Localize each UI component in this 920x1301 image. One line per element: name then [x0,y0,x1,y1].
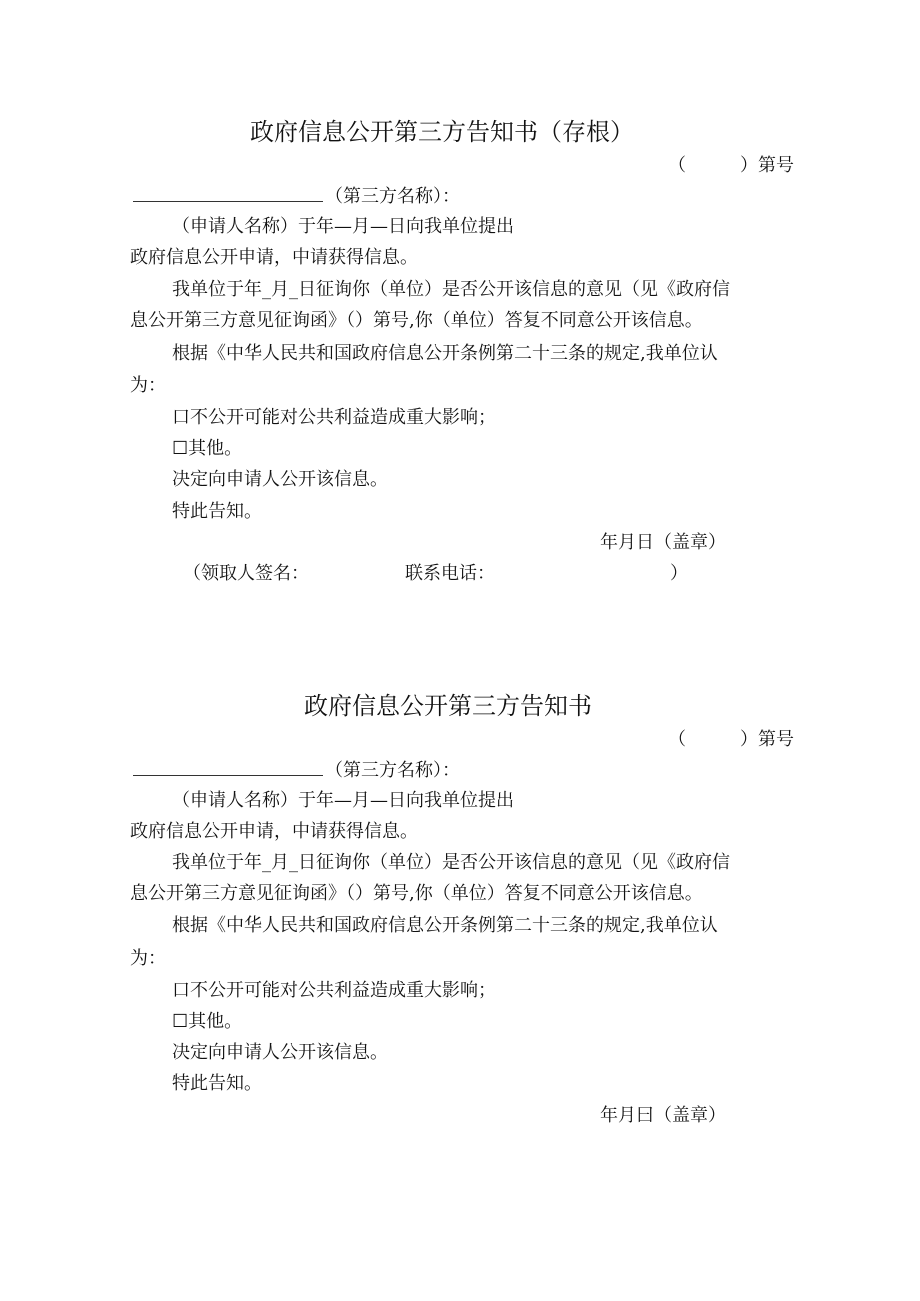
notice-decision-line: 决定向申请人公开该信息。 [172,1042,388,1063]
stub-basis-line-1: 根据《中华人民共和国政府信息公开条例第二十三条的规定,我单位认 [172,343,718,364]
stub-consult-line-2: 息公开第三方意见征询函》（）第号,你（单位）答复不同意公开该信息。 [130,310,703,331]
notice-option-2: ☐其他。 [172,1011,243,1032]
stub-title: 政府信息公开第三方告知书（存根） [250,118,634,146]
stub-receiver-sign: （领取人签名： [183,563,309,584]
notice-notice-line: 特此告知。 [172,1073,262,1094]
stub-close-paren: ） [670,563,688,584]
notice-basis-line-2: 为： [130,948,166,969]
stub-phone-label: 联系电话： [405,563,495,584]
notice-consult-line-2: 息公开第三方意见征询函》（）第号,你（单位）答复不同意公开该信息。 [130,883,703,904]
stub-option-1: 口不公开可能对公共利益造成重大影响； [172,407,496,428]
stub-consult-line-1: 我单位于年_月_日征询你（单位）是否公开该信息的意见（见《政府信 [172,279,730,300]
stub-applicant-line: （申请人名称）于年—月—日向我单位提出 [172,216,514,237]
notice-number-line: （ ）第号 [668,729,794,750]
notice-third-party-line [133,761,460,780]
stub-decision-line: 决定向申请人公开该信息。 [172,469,388,490]
notice-title: 政府信息公开第三方告知书 [304,692,592,720]
third-party-label: （第三方名称）： [325,186,460,207]
notice-request-line: 政府信息公开申请，中请获得信息。 [130,821,418,842]
third-party-label: （第三方名称）： [325,760,460,781]
stub-third-party-line [133,187,460,206]
notice-option-1: 口不公开可能对公共利益造成重大影响； [172,980,496,1001]
stub-number-line: （ ）第号 [668,155,794,176]
stub-notice-line: 特此告知。 [172,501,262,522]
notice-date-seal: 年月曰（盖章） [600,1105,726,1126]
stub-basis-line-2: 为： [130,375,166,396]
blank-underline [133,761,323,776]
blank-underline [133,187,323,202]
notice-applicant-line: （申请人名称）于年—月—日向我单位提出 [172,790,514,811]
stub-option-2: ☐其他。 [172,438,243,459]
stub-request-line: 政府信息公开申请，中请获得信息。 [130,247,418,268]
notice-consult-line-1: 我单位于年_月_日征询你（单位）是否公开该信息的意见（见《政府信 [172,852,730,873]
notice-basis-line-1: 根据《中华人民共和国政府信息公开条例第二十三条的规定,我单位认 [172,915,718,936]
stub-date-seal: 年月日（盖章） [600,532,726,553]
